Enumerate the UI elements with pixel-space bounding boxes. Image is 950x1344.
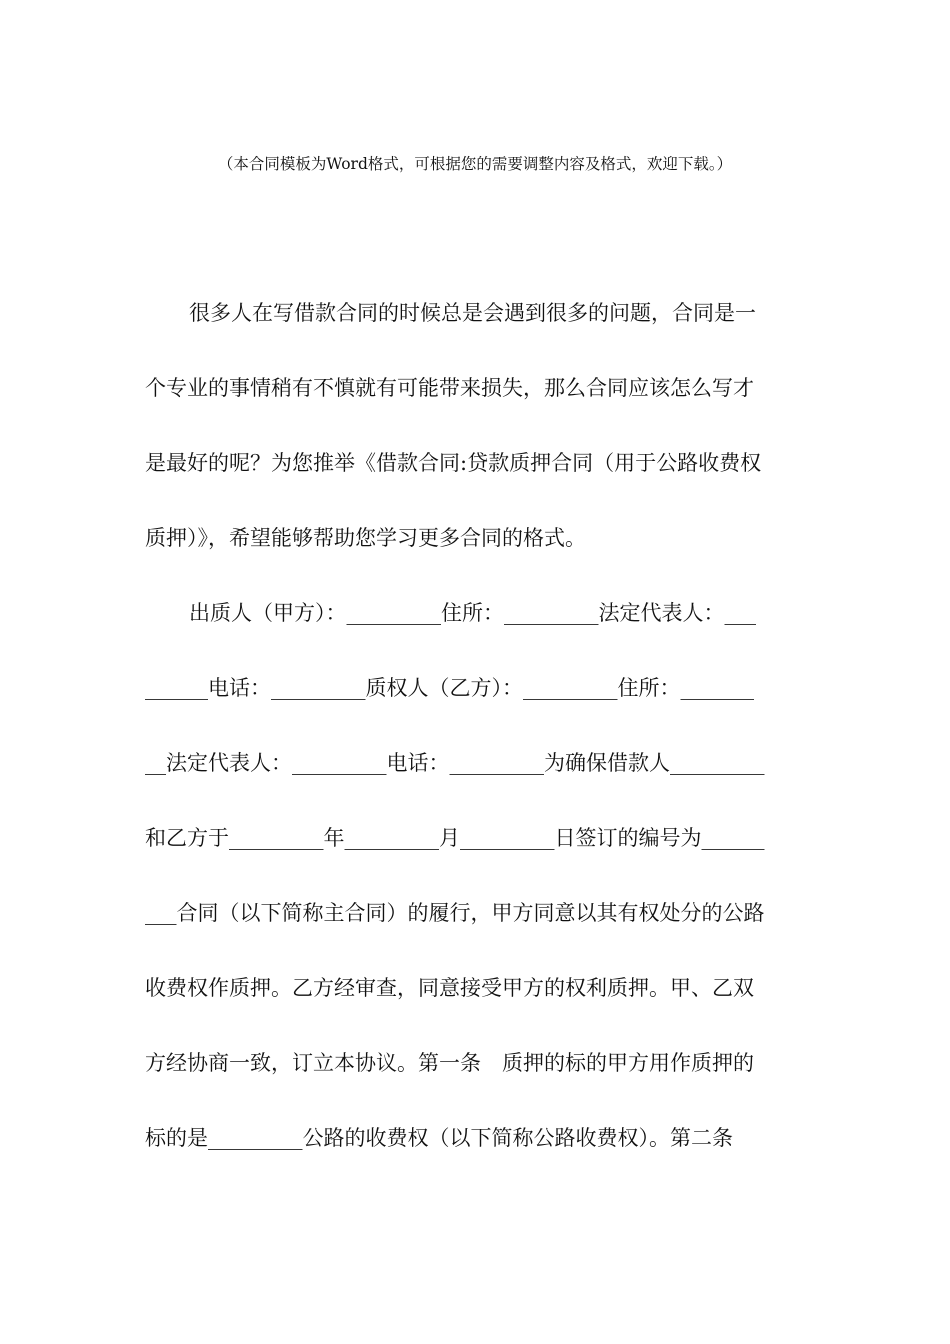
paragraph-line: __法定代表人：_________电话：_________为确保借款人_________: [145, 751, 765, 775]
paragraph-line: ___合同（以下简称主合同）的履行，甲方同意以其有权处分的公路: [145, 901, 765, 925]
paragraph-line: 方经协商一致，订立本协议。第一条 质押的标的甲方用作质押的: [145, 1051, 754, 1075]
paragraph-line: 收费权作质押。乙方经审查，同意接受甲方的权利质押。甲、乙双: [145, 976, 754, 1000]
paragraph-line: 个专业的事情稍有不慎就有可能带来损失，那么合同应该怎么写才: [145, 376, 754, 400]
paragraph-line: 质押）》，希望能够帮助您学习更多合同的格式。: [145, 526, 586, 550]
paragraph-line: 出质人（甲方）：_________住所：_________法定代表人：___: [189, 601, 756, 625]
paragraph-line: 是最好的呢？为您推举《借款合同:贷款质押合同（用于公路收费权: [145, 451, 762, 475]
template-note: （本合同模板为Word格式，可根据您的需要调整内容及格式，欢迎下载。）: [217, 155, 733, 173]
paragraph-line: 和乙方于_________年_________月_________日签订的编号为______: [145, 826, 765, 850]
paragraph-line: 标的是_________公路的收费权（以下简称公路收费权）。第二条: [145, 1126, 733, 1150]
paragraph-line: ______电话：_________质权人（乙方）：_________住所：_______: [145, 676, 754, 700]
paragraph-line: 很多人在写借款合同的时候总是会遇到很多的问题，合同是一: [189, 301, 756, 325]
